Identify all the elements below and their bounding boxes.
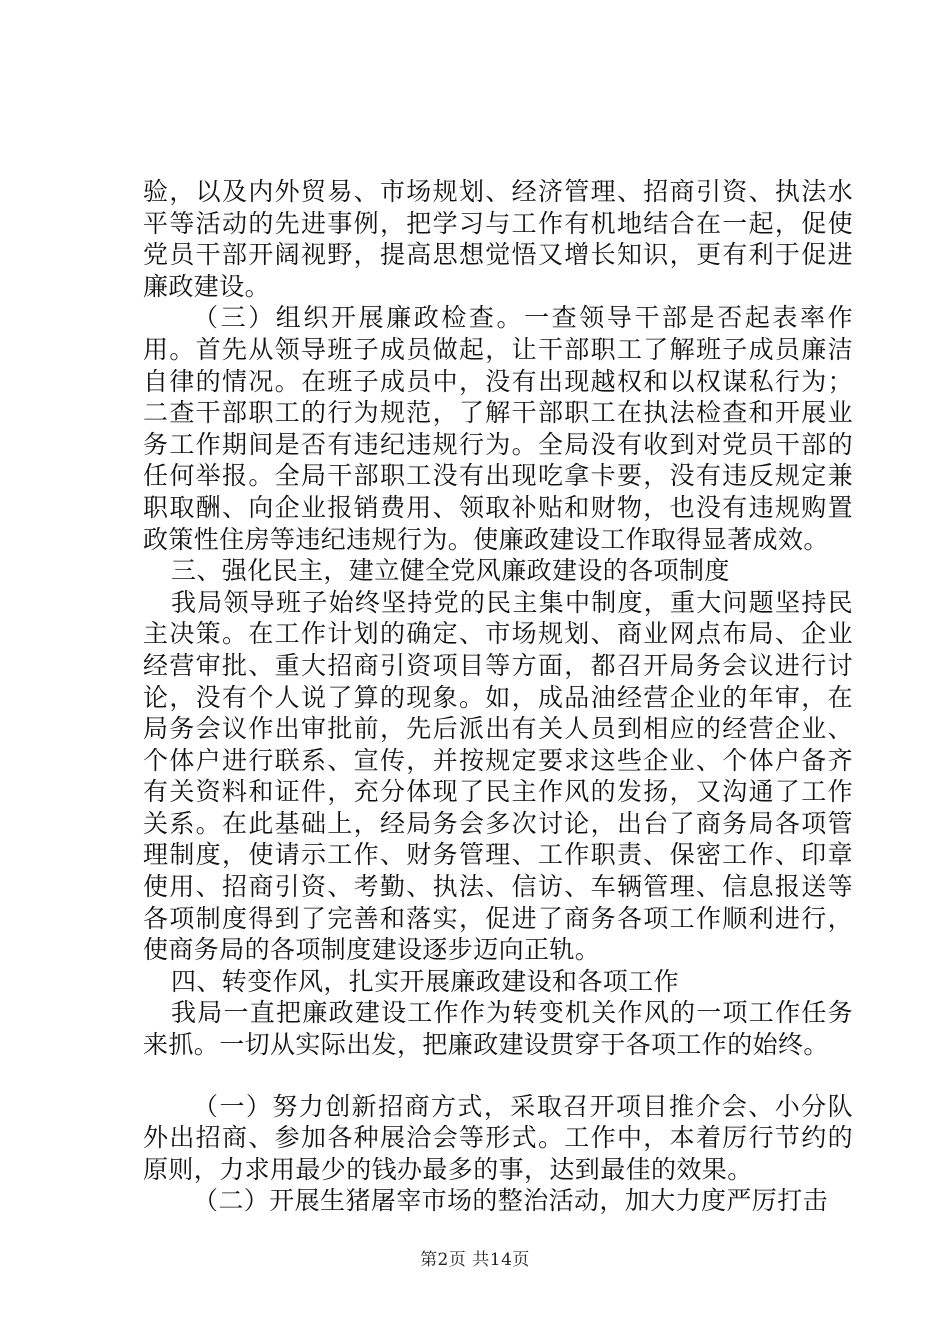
paragraph-democracy: 我局领导班子始终坚持党的民主集中制度，重大问题坚持民主决策。在工作计划的确定、市场规划、商业网点布局、企业经营审批、重大招商引资项目等方面，都召开局务会议进行讨论，没有个人说了算的现象。如，成品油经营企业的年审，在局务会议作出审批前，先后派出有关人员到相应的经营企业、个体户进行联系、宣传，并按规定要求这些企业、个体户备齐有关资料和证件，充分体现了民主作风的发扬，又沟通了工作关系。在此基础上，经局务会多次讨论，出台了商务局各项管理制度，使请示工作、财务管理、工作职责、保密工作、印章使用、招商引资、考勤、执法、信访、车辆管理、信息报送等各项制度得到了完善和落实，促进了商务各项工作顺利进行，使商务局的各项制度建设逐步迈向正轨。 [143,587,853,965]
document-body [143,176,853,1217]
paragraph-section-3-inspection: （三）组织开展廉政检查。一查领导干部是否起表率作用。首先从领导班子成员做起，让干部职工了解班子成员廉洁自律的情况。在班子成员中，没有出现越权和以权谋私行为；二查干部职工的行为规范，了解干部职工在执法检查和开展业务工作期间是否有违纪违规行为。全局没有收到对党员干部的任何举报。全局干部职工没有出现吃拿卡要，没有违反规定兼职取酬、向企业报销费用、领取补贴和财物，也没有违规购置政策性住房等违纪违规行为。使廉政建设工作取得显著成效。 [143,303,853,554]
page-number-footer: 第2页 共14页 [420,1250,530,1270]
paragraph-item-one: （一）努力创新招商方式，采取召开项目推介会、小分队外出招商、参加各种展洽会等形式。工作中，本着厉行节约的原则，力求用最少的钱办最多的事，达到最佳的效果。 [143,1091,853,1184]
paragraph-continued: 验，以及内外贸易、市场规划、经济管理、招商引资、执法水平等活动的先进事例，把学习与工作有机地结合在一起，促使党员干部开阔视野，提高思想觉悟又增长知识，更有利于促进廉政建设。 [143,177,853,301]
paragraph-style-change: 我局一直把廉政建设工作作为转变机关作风的一项工作任务来抓。一切从实际出发，把廉政建设贯穿于各项工作的始终。 [143,998,853,1060]
heading-section-three: 三、强化民主，建立健全党风廉政建设的各项制度 [171,556,730,586]
heading-section-four: 四、转变作风，扎实开展廉政建设和各项工作 [171,966,680,996]
paragraph-item-two: （二）开展生猪屠宰市场的整治活动，加大力度严厉打击 [193,1186,829,1216]
